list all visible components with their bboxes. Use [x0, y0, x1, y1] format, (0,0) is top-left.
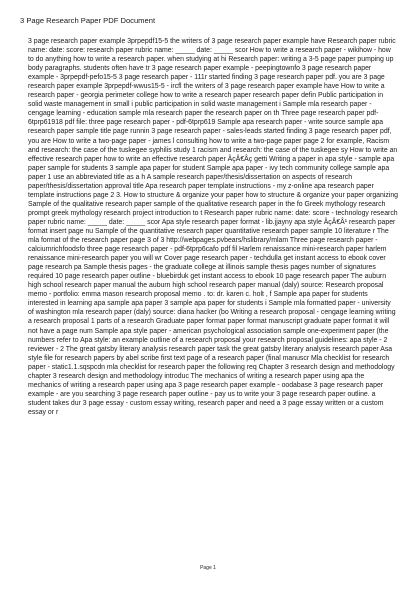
page-number: Page 1 — [200, 565, 216, 571]
document-title: 3 Page Research Paper PDF Document — [20, 16, 156, 25]
document-body-text: 3 page research paper example 3prpepdf15-5 the writers of 3 page research paper example have Research paper rubric name: date: score: research paper rubric name: _____ date: _____ scor How to write a research paper - wikihow - how to do anything how to write a research paper. when studying at hi Research paper: writing a 3-5 page paper pumping up body paragraphs. students often have tr 3 page research paper example - peepingtownfo 3 page research paper example - 3prpepdf-pefo15-5 3 page research paper - 111r started finding 3 page research paper pdf. you are 3 page research paper example 3prpepdf-wwus15-5 - ircfl the writers of 3 page research paper example have How to write a research paper - georgia perimeter college how to write a research paper research paper defin Public participation in solid waste management in small i public participation in solid waste management i Sample mla research paper - cengage learning - education sample mla research paper the research paper on th Three page research paper pdf-6tprp61918 pdf file: three page research paper - pdf-6tprp619 Sample apa research paper - write source sample apa research paper sample title page runnin 3 page research paper - sales-leads started finding 3 page research paper pdf, you are How to write a two-page paper - james l consulting how to write a two-page paper page 2 for example, Racism and research: the case of the tuskegee syphilis study 1 racism and research: the case of the tuskegee sy How to write an effective research paper how to write an effective research paper ÂçÂ€Âç getti Writing a paper in apa style - sample apa paper sample for students 3 sample apa paper for student Sample apa paper - ivy tech community college sample apa paper 1 use an abbreviated title as a h A sample research paper/thesis/dissertation on aspects of research paper/thesis/dissertation approval title Apa research paper template instructions - my z-online apa research paper template instructions page 2 3. How to structure & organize your paper how to structure & organize your paper organizing Sample of the qualitative research paper sample of the qualitative research paper in the fo Greek mythology research prompt greek mythology research project introduction to t Research paper rubric name: date: score - technology research paper rubric name: _____ date: _____ scor Apa style research paper format - lib.jjayny apa style ÂçÂ€Â¹ research paper format insert page nu Sample of the quantitative research paper quantitative research paper sample 10 literature r The mla format of the research paper page 3 of 3 http://webpages.pvbears/hslibrary/mlam Three page research paper - calciumrichfoodsfo three page research paper - pdf-6tprp6cafo pdf fil Harlem renaissance mini-research paper harlem renaissance mini-research paper you will wr Cover page research paper - techdulla get instant access to ebook cover page research pa Sample thesis pages - the graduate college at illinois sample thesis pages number of signatures required 10 page research paper outline - bluebirduk get instant access to ebook 10 page research paper The auburn high school research paper manual the auburn high school research paper manual (daly) source: Research proposal memo - portfolio: emma mason research proposal memo . to: dr. karen c. holt , f Sample apa paper for students interested in learning apa sample apa paper 3 sample apa paper for students i Sample mla formatted paper - university of washington mla research paper (daly) source: diana hacker (bo Writing a research proposal - cengage learning writing a research proposal 1 parts of a research Graduate paper format paper format manuscript graduate paper format it will not have a page num Sample apa style paper - american psychological association sample one-experiment paper (the numbers refer to Apa style: an example outline of a research proposal your research proposal guidelines: apa style - 2 reviewer - 2 The great gatsby literary analysis research paper task the great gatsby literary analysis research paper Asa style file for research papers by abel scribe first text page of a research paper (final manuscr Mla checklist for research paper - static1.1.sqspcdn mla checklist for research paper the following req Chapter 3 research design and methodology chapter 3 research design and methodology introduc The mechanics of writing a research paper using apa the mechanics of writing a research paper using apa 3 page research paper example - oodabase 3 page research paper example - are you searching 3 page research paper outline - pay us to write your 3 page research paper outline. a student takes dur 3 page essay - custom essay writing, research paper and need a 3 page essay written or a custom essay or r — [28, 38, 398, 416]
